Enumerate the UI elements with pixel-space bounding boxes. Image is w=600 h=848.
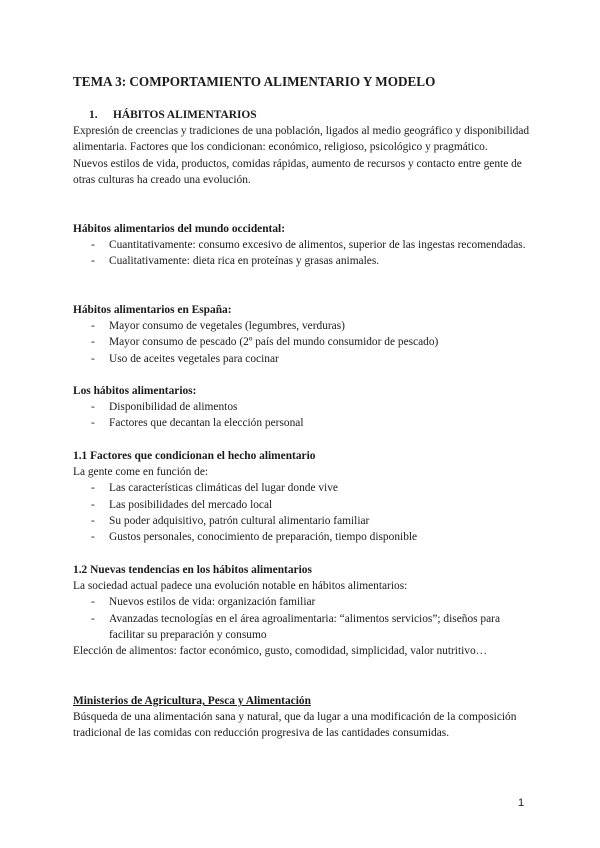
section-heading-text: HÁBITOS ALIMENTARIOS xyxy=(113,109,257,121)
bullet-list xyxy=(73,399,533,431)
list-item: - Disponibilidad de alimentos xyxy=(91,401,238,414)
subheading: 1.1 Factores que condicionan el hecho alimentario xyxy=(73,450,316,462)
section-factores xyxy=(73,448,533,545)
list-item: - Su poder adquisitivo, patrón cultural alimentario familiar xyxy=(91,514,370,527)
list-item: - Gustos personales, conocimiento de preparación, tiempo disponible xyxy=(91,531,418,544)
list-item: - Uso de aceites vegetales para cocinar xyxy=(91,352,279,365)
list-item: - Cualitativamente: dieta rica en proteínas y grasas animales. xyxy=(91,255,380,268)
subheading: Los hábitos alimentarios: xyxy=(73,385,197,397)
bullet-list xyxy=(73,237,533,269)
section-mundo-occidental xyxy=(73,221,533,270)
bullet-list xyxy=(73,480,533,545)
section-ministerios xyxy=(73,693,533,742)
bullet-list xyxy=(73,318,533,367)
paragraph: Búsqueda de una alimentación sana y natural, que da lugar a una modificación de la composición tradicional de las comidas con reducción progresiva de las cantidades consumidas. xyxy=(73,711,517,740)
paragraph: Nuevos estilos de vida, productos, comidas rápidas, aumento de recursos y contacto entre gente de otras culturas ha creado una evolución. xyxy=(73,157,522,186)
list-item: - Factores que decantan la elección personal xyxy=(91,417,304,430)
list-item: - Avanzadas tecnologías en el área agroalimentaria: “alimentos servicios”; diseños para facilitar su preparación y consumo xyxy=(91,612,501,641)
list-item: - Mayor consumo de pescado (2º país del mundo consumidor de pescado) xyxy=(91,336,439,349)
paragraph: Expresión de creencias y tradiciones de una población, ligados al medio geográfico y disponibilidad alimentaria. Factores que los condicionan: económico, religioso, psicológico y pragmático. xyxy=(73,125,530,154)
subheading: 1.2 Nuevas tendencias en los hábitos alimentarios xyxy=(73,564,312,576)
section-espana xyxy=(73,302,533,367)
section-number: 1. xyxy=(89,109,98,121)
bullet-list xyxy=(73,594,533,643)
paragraph: La gente come en función de: xyxy=(73,466,209,479)
section-tendencias xyxy=(73,562,533,659)
list-item: - Las posibilidades del mercado local xyxy=(91,498,273,511)
page-title: TEMA 3: COMPORTAMIENTO ALIMENTARIO Y MODELO xyxy=(73,74,436,89)
section-heading xyxy=(73,107,533,123)
section-los-habitos xyxy=(73,383,533,432)
subheading: Hábitos alimentarios del mundo occidental: xyxy=(73,223,285,235)
list-item: - Cuantitativamente: consumo excesivo de alimentos, superior de las ingestas recomendadas. xyxy=(91,239,526,252)
section-habitos-alimentarios xyxy=(73,107,533,188)
paragraph: Elección de alimentos: factor económico, gusto, comodidad, simplicidad, valor nutritivo… xyxy=(73,645,488,658)
subheading: Ministerios de Agricultura, Pesca y Alimentación xyxy=(73,695,311,707)
list-item: - Mayor consumo de vegetales (legumbres, verduras) xyxy=(91,320,345,333)
list-item: - Nuevos estilos de vida: organización familiar xyxy=(91,596,316,609)
subheading: Hábitos alimentarios en España: xyxy=(73,304,232,316)
paragraph: La sociedad actual padece una evolución notable en hábitos alimentarios: xyxy=(73,580,408,593)
list-item: - Las características climáticas del lugar donde vive xyxy=(91,482,338,495)
page-number: 1 xyxy=(518,797,525,809)
